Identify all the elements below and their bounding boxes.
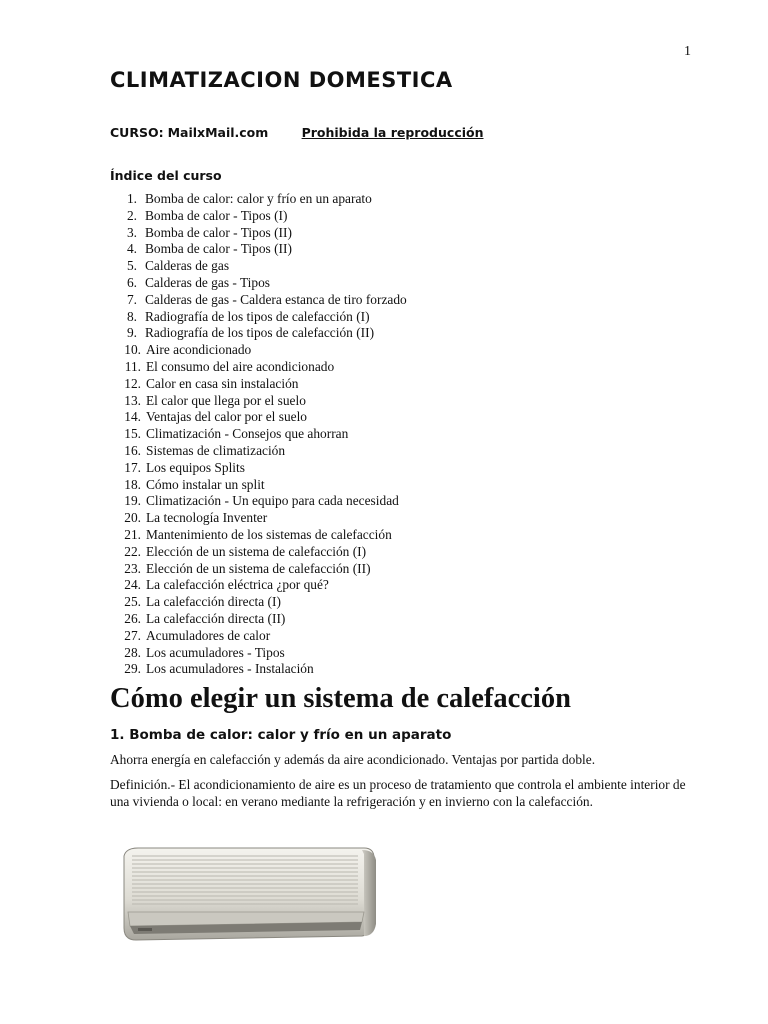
toc-item-number: 9. bbox=[126, 325, 137, 341]
course-value: MailxMail.com bbox=[167, 125, 269, 140]
air-conditioner-icon bbox=[118, 842, 380, 944]
toc-item-number: 11. bbox=[124, 358, 141, 374]
toc-item[interactable] bbox=[112, 376, 407, 393]
toc-item-label[interactable]: Bomba de calor - Tipos (II) bbox=[145, 241, 292, 257]
toc-item-label[interactable]: Aire acondicionado bbox=[146, 342, 252, 358]
toc-item-number: 15. bbox=[124, 426, 141, 442]
toc-item-label[interactable]: La calefacción directa (I) bbox=[146, 594, 281, 610]
toc-item-label[interactable]: Los equipos Splits bbox=[146, 459, 245, 475]
toc-item-label[interactable]: Calderas de gas - Tipos bbox=[145, 274, 270, 290]
toc-item-label[interactable]: Calderas de gas bbox=[145, 258, 230, 274]
toc-item-label[interactable]: Climatización - Un equipo para cada necesidad bbox=[146, 493, 399, 509]
toc-item-label[interactable]: La calefacción directa (II) bbox=[146, 610, 286, 626]
toc-item[interactable] bbox=[112, 477, 407, 494]
toc-item-number: 24. bbox=[124, 577, 141, 593]
toc-item-label[interactable]: Los acumuladores - Instalación bbox=[146, 661, 314, 677]
course-line bbox=[110, 125, 484, 140]
index-heading: Índice del curso bbox=[110, 168, 222, 183]
toc-item-number: 14. bbox=[124, 409, 141, 425]
toc-item-number: 17. bbox=[124, 459, 141, 475]
toc-item-label[interactable]: Bomba de calor - Tipos (II) bbox=[145, 224, 292, 240]
toc-item-label[interactable]: Bomba de calor: calor y frío en un aparato bbox=[145, 191, 372, 206]
toc-item-number: 1. bbox=[126, 191, 137, 206]
rights-notice[interactable]: Prohibida la reproducción bbox=[301, 125, 484, 140]
toc-item-label[interactable]: Elección de un sistema de calefacción (I) bbox=[146, 543, 367, 559]
toc-item-number: 5. bbox=[126, 258, 137, 274]
toc-item-label[interactable]: Radiografía de los tipos de calefacción (II) bbox=[145, 325, 375, 341]
toc-item-label[interactable]: La tecnología Inventer bbox=[146, 510, 268, 526]
toc-item-label[interactable]: Radiografía de los tipos de calefacción (I) bbox=[145, 308, 370, 324]
toc-item-number: 22. bbox=[124, 543, 141, 559]
toc-item[interactable] bbox=[112, 645, 407, 662]
toc-item-number: 28. bbox=[124, 644, 141, 660]
toc-item[interactable] bbox=[112, 443, 407, 460]
table-of-contents bbox=[112, 191, 407, 678]
toc-item-number: 21. bbox=[124, 526, 141, 542]
toc-item[interactable] bbox=[112, 426, 407, 443]
toc-item[interactable] bbox=[112, 561, 407, 578]
toc-item-number: 20. bbox=[124, 510, 141, 526]
toc-item-label[interactable]: La calefacción eléctrica ¿por qué? bbox=[146, 577, 329, 593]
toc-item[interactable] bbox=[112, 661, 407, 678]
toc-item[interactable] bbox=[112, 409, 407, 426]
toc-item-number: 16. bbox=[124, 442, 141, 458]
toc-item-number: 19. bbox=[124, 493, 141, 509]
toc-item[interactable] bbox=[112, 393, 407, 410]
toc-item-label[interactable]: Ventajas del calor por el suelo bbox=[146, 409, 308, 425]
toc-item-label[interactable]: El consumo del aire acondicionado bbox=[146, 358, 335, 374]
toc-item-number: 29. bbox=[124, 661, 141, 677]
toc-item[interactable] bbox=[112, 325, 407, 342]
toc-item-number: 18. bbox=[124, 476, 141, 492]
toc-item[interactable] bbox=[112, 594, 407, 611]
toc-item-number: 2. bbox=[126, 207, 137, 223]
toc-item[interactable] bbox=[112, 628, 407, 645]
toc-item[interactable] bbox=[112, 191, 407, 208]
toc-item[interactable] bbox=[112, 275, 407, 292]
toc-item[interactable] bbox=[112, 241, 407, 258]
toc-item-number: 4. bbox=[126, 241, 137, 257]
toc-item[interactable] bbox=[112, 510, 407, 527]
page-number: 1 bbox=[684, 44, 691, 59]
toc-item[interactable] bbox=[112, 460, 407, 477]
definition-paragraph: Definición.- El acondicionamiento de aire es un proceso de tratamiento que controla el ambiente interior de una vivienda o local: en verano mediante la refrigeración y en invierno con la calefacción. bbox=[110, 777, 686, 809]
toc-item-label[interactable]: Elección de un sistema de calefacción (II) bbox=[146, 560, 371, 576]
document-title: CLIMATIZACION DOMESTICA bbox=[110, 68, 453, 92]
toc-item[interactable] bbox=[112, 577, 407, 594]
toc-item-label[interactable]: Bomba de calor - Tipos (I) bbox=[145, 207, 288, 223]
toc-item[interactable] bbox=[112, 493, 407, 510]
toc-item-label[interactable]: Sistemas de climatización bbox=[146, 442, 286, 458]
toc-item[interactable] bbox=[112, 544, 407, 561]
toc-item[interactable] bbox=[112, 225, 407, 242]
toc-item-label[interactable]: Mantenimiento de los sistemas de calefacción bbox=[146, 526, 392, 542]
toc-item[interactable] bbox=[112, 342, 407, 359]
toc-item-label[interactable]: Acumuladores de calor bbox=[146, 627, 271, 643]
intro-paragraph: Ahorra energía en calefacción y además da aire acondicionado. Ventajas por partida doble. bbox=[110, 752, 596, 767]
toc-item-number: 7. bbox=[126, 291, 137, 307]
toc-item-number: 6. bbox=[126, 274, 137, 290]
toc-item-label[interactable]: Los acumuladores - Tipos bbox=[146, 644, 285, 660]
toc-item[interactable] bbox=[112, 258, 407, 275]
toc-item-label[interactable]: Climatización - Consejos que ahorran bbox=[146, 426, 349, 442]
toc-item[interactable] bbox=[112, 309, 407, 326]
toc-item[interactable] bbox=[112, 611, 407, 628]
toc-item-number: 13. bbox=[124, 392, 141, 408]
course-label: CURSO: bbox=[110, 125, 164, 140]
toc-item-number: 3. bbox=[126, 224, 137, 240]
toc-item-label[interactable]: Calor en casa sin instalación bbox=[146, 375, 299, 391]
toc-item[interactable] bbox=[112, 208, 407, 225]
toc-item-label[interactable]: El calor que llega por el suelo bbox=[146, 392, 306, 408]
toc-item-number: 12. bbox=[124, 375, 141, 391]
toc-item-number: 10. bbox=[124, 342, 141, 358]
subsection-title: 1. Bomba de calor: calor y frío en un aparato bbox=[110, 727, 452, 743]
toc-item-number: 8. bbox=[126, 308, 137, 324]
toc-item-number: 26. bbox=[124, 610, 141, 626]
toc-item[interactable] bbox=[112, 292, 407, 309]
toc-item-number: 23. bbox=[124, 560, 141, 576]
toc-item[interactable] bbox=[112, 359, 407, 376]
toc-item-number: 27. bbox=[124, 627, 141, 643]
toc-item[interactable] bbox=[112, 527, 407, 544]
toc-item-label[interactable]: Calderas de gas - Caldera estanca de tiro forzado bbox=[145, 291, 407, 307]
section-title: Cómo elegir un sistema de calefacción bbox=[110, 683, 571, 714]
toc-item-label[interactable]: Cómo instalar un split bbox=[146, 476, 265, 492]
toc-item-number: 25. bbox=[124, 594, 141, 610]
